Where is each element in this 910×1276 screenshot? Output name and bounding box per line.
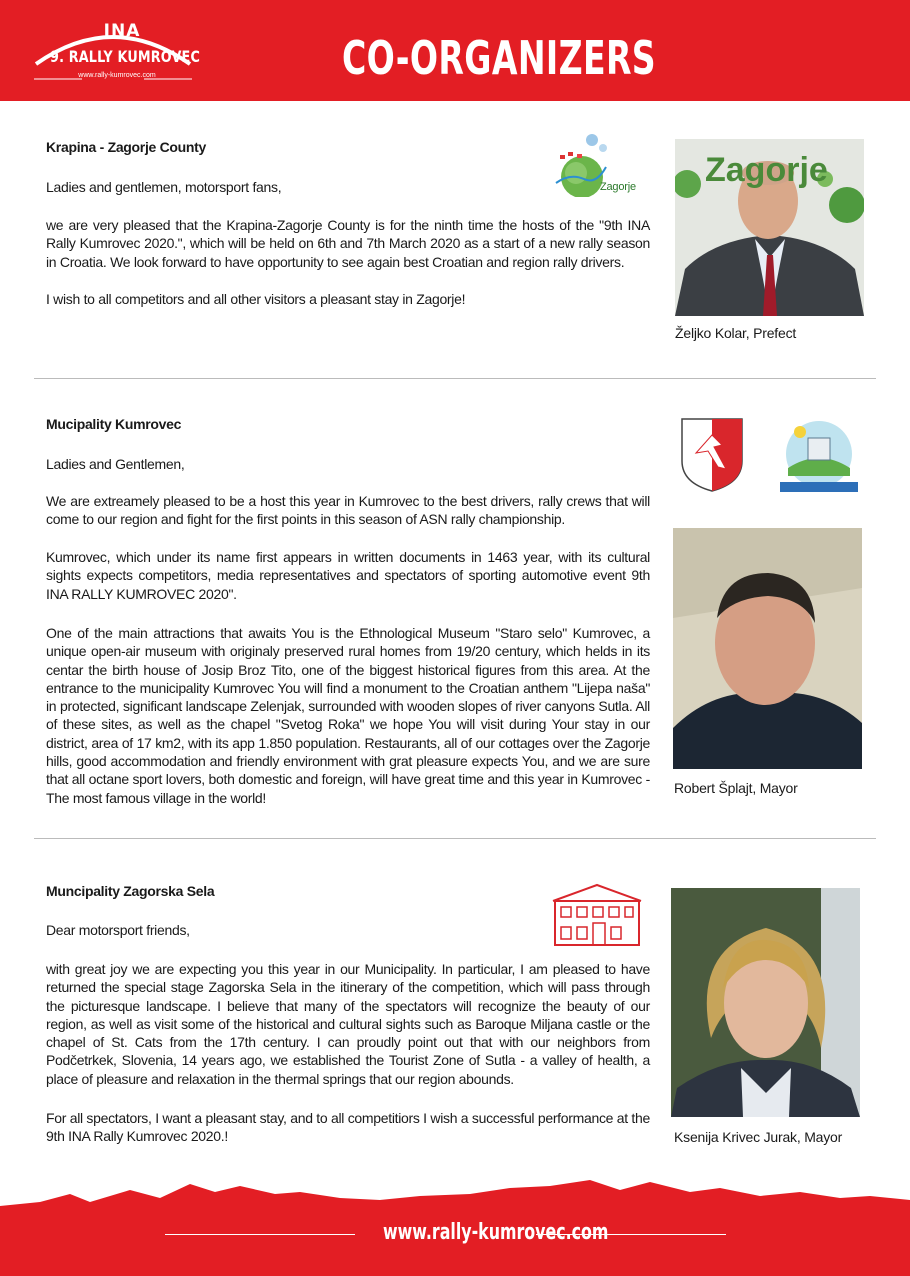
section-kumrovec-title: Mucipality Kumrovec — [46, 416, 182, 432]
section-county-greeting: Ladies and gentlemen, motorsport fans, — [46, 179, 282, 195]
section-divider — [34, 378, 876, 379]
section-zagorska-sela-title: Muncipality Zagorska Sela — [46, 883, 215, 899]
rally-logo[interactable] — [32, 21, 201, 86]
section-kumrovec-paragraph-1: We are extreamely pleased to be a host this year in Kumrovec to the best drivers, rally crews that will come to our region and fight for the first points in this season of ASN rally championship. — [46, 493, 650, 528]
section-kumrovec-greeting: Ladies and Gentlemen, — [46, 456, 185, 472]
footer-line-right — [536, 1234, 726, 1235]
logo-url: www.rally-kumrovec.com — [78, 72, 156, 79]
section-zagorska-sela-greeting: Dear motorsport friends, — [46, 922, 190, 938]
mayor-kumrovec-photo — [673, 528, 862, 769]
section-divider — [34, 838, 876, 839]
mayor-zagorska-sela-caption: Ksenija Krivec Jurak, Mayor — [674, 1129, 843, 1145]
header-banner — [0, 0, 910, 101]
mayor-zagorska-sela-photo — [671, 888, 860, 1117]
footer-line-left — [165, 1234, 355, 1235]
zagorje-logo-text: Zagorje — [600, 181, 636, 193]
prefect-caption: Željko Kolar, Prefect — [675, 325, 797, 341]
mayor-zagorska-sela-portrait-icon — [671, 888, 860, 1117]
footer-website-link[interactable]: www.rally-kumrovec.com — [383, 1220, 609, 1245]
kumrovec-coat-of-arms-icon — [680, 417, 744, 493]
mayor-kumrovec-portrait-icon — [673, 528, 862, 769]
mayor-kumrovec-caption: Robert Šplajt, Mayor — [674, 780, 798, 796]
prefect-photo — [675, 139, 864, 316]
page-title: CO-ORGANIZERS — [342, 31, 657, 85]
photo-backdrop-text: Zagorje — [705, 151, 828, 189]
logo-title: 9. RALLY KUMROVEC — [50, 47, 201, 66]
logo-brand: INA — [103, 21, 141, 41]
section-zagorska-sela-paragraph-1: with great joy we are expecting you this year in our Municipality. In particular, I am pleased to have returned the special stage Zagorska Sela in the itinerary of the competition, which will pass through the picturesque landscape. I believe that many of the spectators will recognize the beauty of our region, as well as visit some of the historical and cultural sights such as Baroque Miljana castle or the chapel of St. Cats from the 17th century. I can proudly point out that with our neighbors from Podčetrkek, Slovenia, 14 years ago, we established the Tourist Zone of Sutla - a valley of health, a place of pleasure and relaxation in the thermal springs that our region abounds. — [46, 961, 650, 1087]
section-county-paragraph-2: I wish to all competitors and all other visitors a pleasant stay in Zagorje! — [46, 291, 466, 307]
section-county-paragraph-1: we are very pleased that the Krapina-Zagorje County is for the ninth time the hosts of the "9th INA Rally Kumrovec 2020.", which will be held on 6th and 7th March 2020 as a start of a new rally season in Croatia. We look forward to have opportunity to see again best Croatian and region rally drivers. — [46, 217, 650, 270]
section-kumrovec-paragraph-3: One of the main attractions that awaits You is the Ethnological Museum "Staro selo" Kumrovec, a unique open-air museum with originaly preserved rural homes from 19/20 century, which helds in its centar the birth house of Josip Broz Tito, one of the biggest historical figures from this area. At the entrance to the municipality Kumrovec You will find a monument to the Croatian anthem "Lijepa naša" in protected, significant landscape Zelenjak, surrounded with wooden slopes of river canyons Sutla. All of these sites, as well as the chapel "Svetog Roka" we hope You will visit during Your stay in our district, area of 17 km2, with its app 1.850 population. Restaurants, all of our cottages over the Zagorje hills, good accommodation and friendly environment with grat pleasure expects You, and we are sure that all octane sport lovers, both domestic and foreign, will have great time and this year in Kumrovec - The most famous village in the world! — [46, 625, 650, 806]
section-zagorska-sela-paragraph-2: For all spectators, I want a pleasant stay, and to all competitiors I wish a successful performance at the 9th INA Rally Kumrovec 2020.! — [46, 1110, 650, 1145]
section-county-title: Krapina - Zagorje County — [46, 139, 207, 155]
section-kumrovec-paragraph-2: Kumrovec, which under its name first appears in written documents in 1463 year, with its cultural sights expects competitors, media representatives and spectators of sporting automotive event 9th INA RALLY KUMROVEC 2020". — [46, 549, 650, 602]
dolina-sutle-badge-icon — [780, 418, 858, 494]
zagorska-sela-house-icon — [549, 883, 645, 949]
